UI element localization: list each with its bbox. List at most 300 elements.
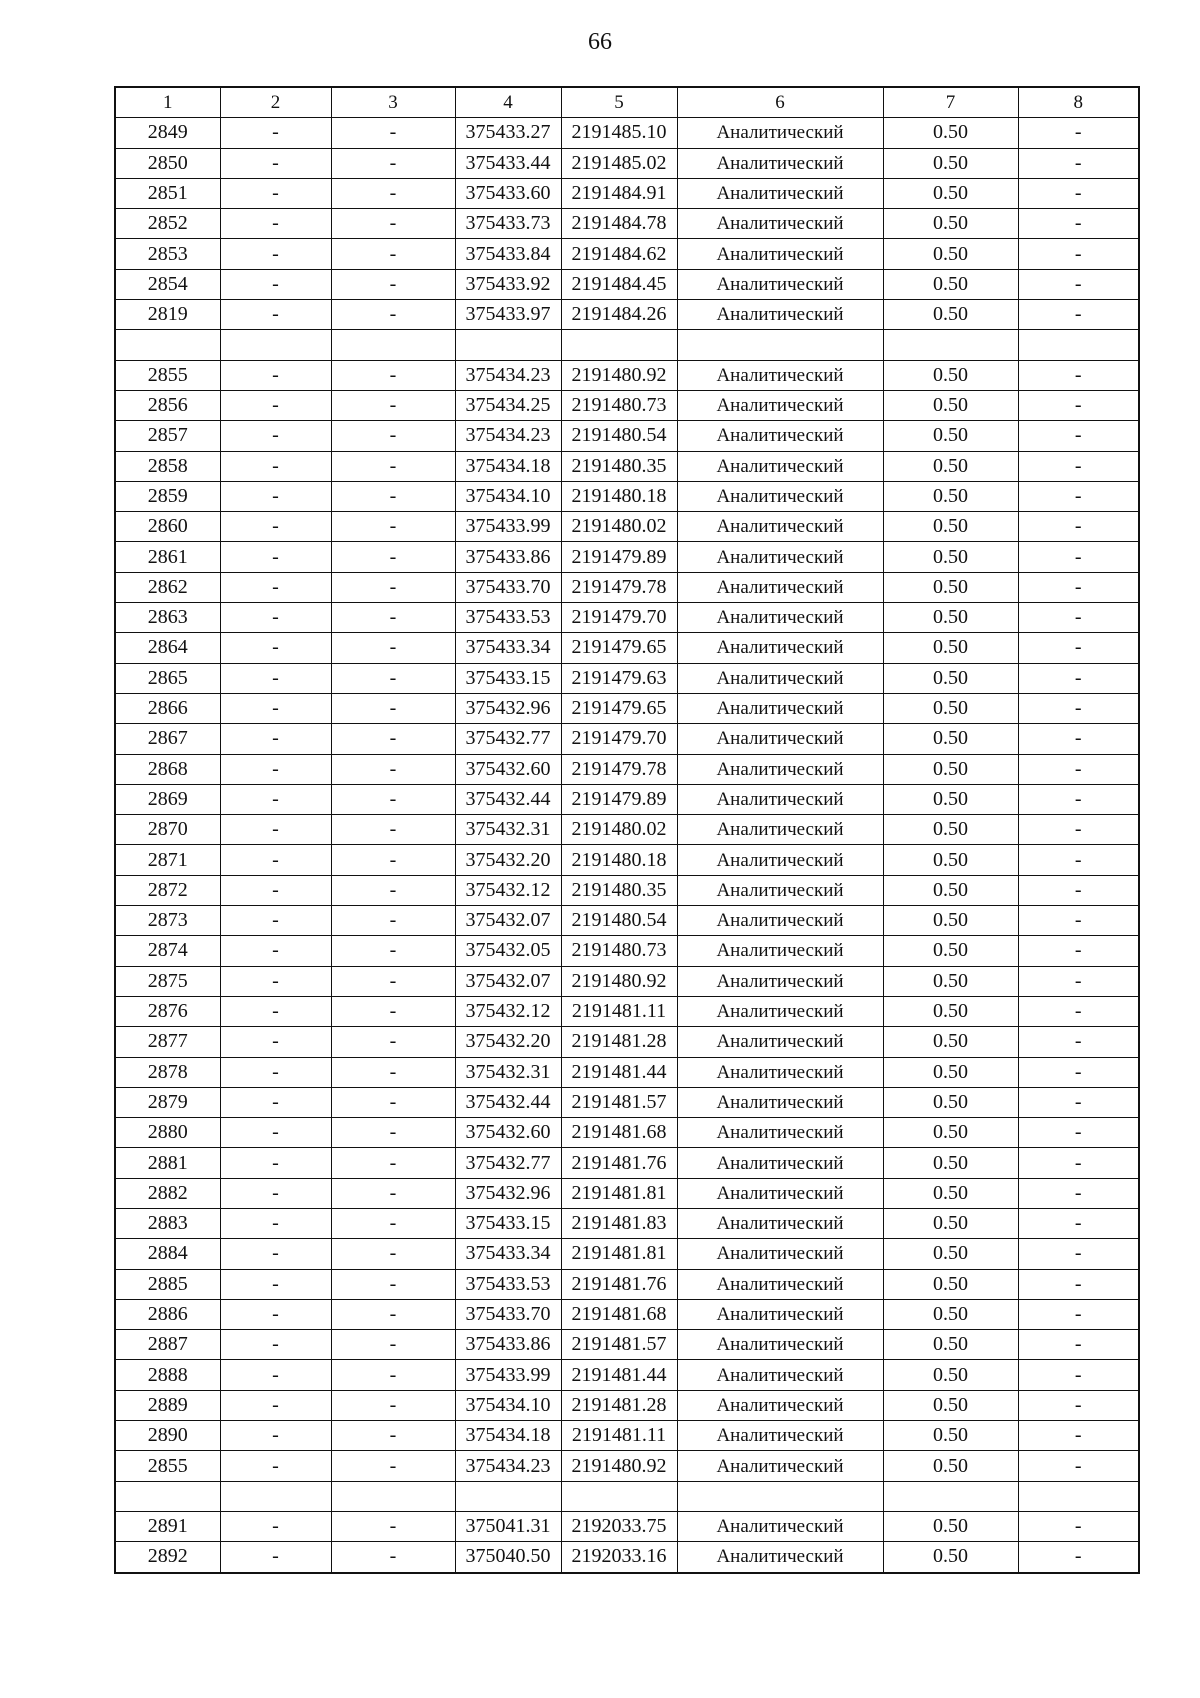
table-cell: -	[220, 1299, 331, 1329]
table-cell	[115, 1481, 220, 1511]
table-cell: -	[220, 1390, 331, 1420]
table-cell: -	[331, 1148, 455, 1178]
table-cell: 0.50	[883, 663, 1018, 693]
table-cell: 2191480.92	[561, 360, 677, 390]
table-cell: 2191479.63	[561, 663, 677, 693]
table-cell: -	[331, 633, 455, 663]
table-cell: -	[331, 1421, 455, 1451]
table-cell: -	[331, 1239, 455, 1269]
table-cell: 375433.70	[455, 1299, 561, 1329]
table-cell: -	[1018, 815, 1139, 845]
table-row	[115, 1451, 1139, 1481]
table-cell: 0.50	[883, 754, 1018, 784]
table-cell: 0.50	[883, 784, 1018, 814]
table-cell: 375432.07	[455, 906, 561, 936]
table-body	[115, 118, 1139, 1573]
table-cell: -	[331, 421, 455, 451]
table-cell: 2874	[115, 936, 220, 966]
table-cell: -	[1018, 966, 1139, 996]
table-row	[115, 360, 1139, 390]
table-row	[115, 239, 1139, 269]
column-header: 5	[561, 87, 677, 118]
table-cell	[1018, 330, 1139, 360]
table-cell: Аналитический	[677, 633, 883, 663]
table-cell: 2191480.02	[561, 512, 677, 542]
table-cell: Аналитический	[677, 724, 883, 754]
table-cell: Аналитический	[677, 1208, 883, 1238]
table-cell: 2191479.65	[561, 693, 677, 723]
table-cell: 2858	[115, 451, 220, 481]
table-cell: 375432.07	[455, 966, 561, 996]
table-cell: 2850	[115, 148, 220, 178]
table-cell: 2877	[115, 1027, 220, 1057]
table-cell: -	[331, 1390, 455, 1420]
table-cell: 2865	[115, 663, 220, 693]
table-cell: -	[1018, 1390, 1139, 1420]
table-cell: 375434.10	[455, 481, 561, 511]
table-cell: -	[1018, 1330, 1139, 1360]
table-cell: 375433.92	[455, 269, 561, 299]
table-cell	[677, 330, 883, 360]
table-cell: Аналитический	[677, 1087, 883, 1117]
table-cell: -	[220, 1451, 331, 1481]
table-cell: Аналитический	[677, 1239, 883, 1269]
table-cell	[883, 1481, 1018, 1511]
table-cell: Аналитический	[677, 906, 883, 936]
table-cell: 2191479.78	[561, 572, 677, 602]
table-row	[115, 572, 1139, 602]
table-cell: 2884	[115, 1239, 220, 1269]
table-cell: -	[1018, 1087, 1139, 1117]
table-cell: 0.50	[883, 906, 1018, 936]
table-row	[115, 1057, 1139, 1087]
table-cell: -	[220, 360, 331, 390]
table-cell: 2191481.44	[561, 1057, 677, 1087]
table-cell: 2191480.35	[561, 875, 677, 905]
table-cell: -	[331, 724, 455, 754]
table-cell: -	[331, 1330, 455, 1360]
table-cell: 2867	[115, 724, 220, 754]
table-row	[115, 663, 1139, 693]
table-row	[115, 966, 1139, 996]
table-cell: 2191479.89	[561, 784, 677, 814]
table-row	[115, 512, 1139, 542]
table-cell	[677, 1481, 883, 1511]
table-cell: -	[220, 1178, 331, 1208]
table-row	[115, 481, 1139, 511]
table-cell: -	[1018, 451, 1139, 481]
table-cell: 2191479.70	[561, 603, 677, 633]
table-cell: -	[220, 996, 331, 1026]
table-cell: 0.50	[883, 572, 1018, 602]
table-cell	[220, 1481, 331, 1511]
table-cell: -	[1018, 572, 1139, 602]
table-cell: 2191480.92	[561, 966, 677, 996]
table-cell: -	[1018, 754, 1139, 784]
table-cell: -	[331, 693, 455, 723]
table-cell: 0.50	[883, 209, 1018, 239]
table-cell: 2191485.02	[561, 148, 677, 178]
table-cell: -	[331, 512, 455, 542]
table-cell: 2191479.89	[561, 542, 677, 572]
table-row	[115, 542, 1139, 572]
table-cell: 2886	[115, 1299, 220, 1329]
table-cell: -	[1018, 1299, 1139, 1329]
table-cell: 375433.73	[455, 209, 561, 239]
table-cell: -	[331, 1087, 455, 1117]
table-row	[115, 148, 1139, 178]
table-cell: Аналитический	[677, 784, 883, 814]
table-cell: 375432.31	[455, 1057, 561, 1087]
table-cell: 2191481.44	[561, 1360, 677, 1390]
table-cell: -	[331, 209, 455, 239]
table-cell: 375432.77	[455, 724, 561, 754]
table-cell: 375433.97	[455, 300, 561, 330]
table-cell: Аналитический	[677, 936, 883, 966]
table-cell: 375433.53	[455, 603, 561, 633]
table-cell: -	[220, 966, 331, 996]
table-cell: -	[1018, 906, 1139, 936]
table-cell	[1018, 1481, 1139, 1511]
table-cell: -	[1018, 1148, 1139, 1178]
table-cell: -	[1018, 269, 1139, 299]
table-row	[115, 784, 1139, 814]
table-cell: 375432.31	[455, 815, 561, 845]
table-cell: 2872	[115, 875, 220, 905]
table-cell: 375432.12	[455, 875, 561, 905]
table-cell: Аналитический	[677, 1299, 883, 1329]
table-cell: 0.50	[883, 693, 1018, 723]
table-cell: -	[1018, 633, 1139, 663]
table-row	[115, 1390, 1139, 1420]
table-cell: -	[331, 269, 455, 299]
table-cell: 2866	[115, 693, 220, 723]
table-cell: Аналитический	[677, 603, 883, 633]
table-cell: -	[331, 451, 455, 481]
page-number: 66	[588, 29, 612, 55]
table-cell: 2868	[115, 754, 220, 784]
table-cell: -	[331, 1542, 455, 1573]
table-row	[115, 209, 1139, 239]
table-row	[115, 754, 1139, 784]
table-cell: 0.50	[883, 996, 1018, 1026]
table-cell: -	[331, 754, 455, 784]
table-cell: 0.50	[883, 845, 1018, 875]
table-cell: -	[220, 1087, 331, 1117]
table-cell: -	[220, 845, 331, 875]
table-cell: -	[1018, 118, 1139, 148]
table-cell: 2191485.10	[561, 118, 677, 148]
table-cell: -	[331, 148, 455, 178]
table-row	[115, 1118, 1139, 1148]
table-cell: 2885	[115, 1269, 220, 1299]
table-cell: Аналитический	[677, 1451, 883, 1481]
table-cell: 0.50	[883, 1208, 1018, 1238]
table-cell: -	[331, 1208, 455, 1238]
table-cell: Аналитический	[677, 209, 883, 239]
table-cell: -	[220, 1057, 331, 1087]
table-cell: 0.50	[883, 300, 1018, 330]
table-cell: 2879	[115, 1087, 220, 1117]
table-cell: 375434.18	[455, 1421, 561, 1451]
table-row	[115, 1421, 1139, 1451]
table-cell: 2882	[115, 1178, 220, 1208]
table-cell: -	[331, 906, 455, 936]
table-cell: 0.50	[883, 724, 1018, 754]
table-cell: Аналитический	[677, 1330, 883, 1360]
table-cell: 0.50	[883, 1118, 1018, 1148]
table-cell: 0.50	[883, 1330, 1018, 1360]
table-cell: -	[220, 875, 331, 905]
table-cell: -	[331, 178, 455, 208]
table-cell: -	[1018, 1239, 1139, 1269]
table-cell: 0.50	[883, 118, 1018, 148]
table-cell: 0.50	[883, 1542, 1018, 1573]
table-cell: -	[331, 1178, 455, 1208]
table-cell: Аналитический	[677, 1178, 883, 1208]
table-cell: -	[331, 1057, 455, 1087]
table-cell: -	[1018, 936, 1139, 966]
table-cell: 2859	[115, 481, 220, 511]
table-cell: 2880	[115, 1118, 220, 1148]
table-cell: 0.50	[883, 1057, 1018, 1087]
table-cell: Аналитический	[677, 1027, 883, 1057]
table-cell: -	[331, 996, 455, 1026]
table-cell: -	[331, 481, 455, 511]
table-cell: -	[1018, 481, 1139, 511]
table-cell: 2191481.68	[561, 1299, 677, 1329]
table-row	[115, 875, 1139, 905]
table-cell: 0.50	[883, 1269, 1018, 1299]
table-cell: 0.50	[883, 1360, 1018, 1390]
table-cell: 375433.99	[455, 512, 561, 542]
table-cell: 0.50	[883, 1087, 1018, 1117]
table-cell: 0.50	[883, 1451, 1018, 1481]
table-cell: -	[220, 118, 331, 148]
table-cell: -	[220, 603, 331, 633]
column-header: 3	[331, 87, 455, 118]
table-cell: 2856	[115, 390, 220, 420]
table-cell: -	[1018, 603, 1139, 633]
table-row	[115, 1178, 1139, 1208]
table-cell: -	[1018, 1360, 1139, 1390]
table-cell: 2191484.91	[561, 178, 677, 208]
table-cell: -	[331, 815, 455, 845]
table-cell: Аналитический	[677, 269, 883, 299]
table-cell: -	[1018, 178, 1139, 208]
table-cell: 2191480.73	[561, 390, 677, 420]
coordinates-table	[114, 86, 1140, 1574]
table-cell: 375432.05	[455, 936, 561, 966]
table-cell: -	[331, 542, 455, 572]
table-cell: -	[220, 633, 331, 663]
table-cell: 2191481.28	[561, 1390, 677, 1420]
table-cell: 2870	[115, 815, 220, 845]
table-cell: 2191481.81	[561, 1178, 677, 1208]
table-cell: -	[1018, 512, 1139, 542]
table-cell: 2875	[115, 966, 220, 996]
table-cell: -	[220, 1542, 331, 1573]
table-cell: 375433.15	[455, 1208, 561, 1238]
table-cell: -	[220, 663, 331, 693]
table-cell: 2854	[115, 269, 220, 299]
table-cell: 0.50	[883, 148, 1018, 178]
table-cell: 2191481.81	[561, 1239, 677, 1269]
table-cell: -	[1018, 360, 1139, 390]
table-row	[115, 693, 1139, 723]
table-cell: -	[1018, 693, 1139, 723]
table-cell: 2191484.62	[561, 239, 677, 269]
column-header: 4	[455, 87, 561, 118]
table-cell	[883, 330, 1018, 360]
table-row	[115, 118, 1139, 148]
coordinates-table-container	[114, 86, 1138, 1574]
table-cell: 2861	[115, 542, 220, 572]
table-cell: 375432.44	[455, 784, 561, 814]
table-row	[115, 300, 1139, 330]
table-cell: -	[1018, 1511, 1139, 1541]
table-cell: -	[331, 1118, 455, 1148]
table-cell: 2864	[115, 633, 220, 663]
table-cell: -	[331, 663, 455, 693]
table-cell: -	[331, 1269, 455, 1299]
table-cell: 2857	[115, 421, 220, 451]
table-cell: 2191480.73	[561, 936, 677, 966]
table-cell: -	[220, 724, 331, 754]
table-cell: 2191484.45	[561, 269, 677, 299]
table-cell: 2191480.54	[561, 421, 677, 451]
table-row	[115, 1542, 1139, 1573]
table-row	[115, 451, 1139, 481]
table-cell: -	[331, 1027, 455, 1057]
table-cell: -	[220, 1208, 331, 1238]
table-cell: 375433.15	[455, 663, 561, 693]
table-cell: 375432.77	[455, 1148, 561, 1178]
table-row	[115, 815, 1139, 845]
table-cell: 0.50	[883, 603, 1018, 633]
table-cell: 375432.20	[455, 845, 561, 875]
table-cell: Аналитический	[677, 1057, 883, 1087]
table-cell: 0.50	[883, 390, 1018, 420]
table-cell: -	[220, 936, 331, 966]
table-cell: 2878	[115, 1057, 220, 1087]
table-cell: Аналитический	[677, 1511, 883, 1541]
table-cell: 0.50	[883, 1178, 1018, 1208]
table-cell: -	[331, 1451, 455, 1481]
table-cell: -	[331, 1299, 455, 1329]
table-cell: -	[1018, 845, 1139, 875]
table-cell: -	[220, 1330, 331, 1360]
table-cell: 375433.60	[455, 178, 561, 208]
table-cell: 0.50	[883, 542, 1018, 572]
table-cell: -	[220, 542, 331, 572]
table-cell: 2819	[115, 300, 220, 330]
table-cell: 375433.34	[455, 633, 561, 663]
table-cell: Аналитический	[677, 148, 883, 178]
table-cell: 0.50	[883, 1390, 1018, 1420]
table-cell	[331, 330, 455, 360]
table-cell: Аналитический	[677, 1118, 883, 1148]
table-cell: -	[331, 239, 455, 269]
table-cell: -	[331, 845, 455, 875]
table-cell: -	[220, 815, 331, 845]
table-cell: -	[1018, 1421, 1139, 1451]
table-cell: Аналитический	[677, 1269, 883, 1299]
table-cell: -	[1018, 1178, 1139, 1208]
table-cell	[115, 330, 220, 360]
table-cell: -	[1018, 209, 1139, 239]
table-cell: -	[1018, 1057, 1139, 1087]
table-row	[115, 996, 1139, 1026]
table-cell: -	[220, 1511, 331, 1541]
table-row	[115, 421, 1139, 451]
table-cell: Аналитический	[677, 421, 883, 451]
table-cell: -	[331, 966, 455, 996]
table-cell: 375432.96	[455, 693, 561, 723]
table-cell: 0.50	[883, 239, 1018, 269]
table-cell: 0.50	[883, 360, 1018, 390]
table-cell: -	[220, 1360, 331, 1390]
table-cell: 375433.70	[455, 572, 561, 602]
table-cell: 375432.60	[455, 754, 561, 784]
table-cell: Аналитический	[677, 512, 883, 542]
table-cell: 2888	[115, 1360, 220, 1390]
table-cell: -	[1018, 724, 1139, 754]
table-row	[115, 724, 1139, 754]
table-cell: -	[331, 360, 455, 390]
table-cell: -	[220, 178, 331, 208]
table-cell: -	[220, 754, 331, 784]
table-cell: -	[1018, 300, 1139, 330]
table-cell: Аналитический	[677, 178, 883, 208]
table-cell: Аналитический	[677, 1390, 883, 1420]
table-cell	[220, 330, 331, 360]
table-cell: -	[1018, 1208, 1139, 1238]
table-cell: 375433.53	[455, 1269, 561, 1299]
table-cell	[561, 1481, 677, 1511]
table-cell: -	[1018, 239, 1139, 269]
table-cell: -	[331, 1360, 455, 1390]
table-cell: 375433.34	[455, 1239, 561, 1269]
table-cell: -	[220, 1421, 331, 1451]
table-cell: 2849	[115, 118, 220, 148]
table-cell: 2889	[115, 1390, 220, 1420]
table-cell: Аналитический	[677, 1360, 883, 1390]
table-cell: 2853	[115, 239, 220, 269]
table-cell: -	[220, 239, 331, 269]
table-cell: 0.50	[883, 421, 1018, 451]
table-cell: 375433.86	[455, 1330, 561, 1360]
table-cell: 2892	[115, 1542, 220, 1573]
table-header-row	[115, 87, 1139, 118]
table-cell: -	[1018, 1118, 1139, 1148]
table-cell: Аналитический	[677, 300, 883, 330]
table-cell: -	[220, 1118, 331, 1148]
table-cell: Аналитический	[677, 845, 883, 875]
table-cell: 2191484.26	[561, 300, 677, 330]
table-cell	[331, 1481, 455, 1511]
table-cell: 0.50	[883, 269, 1018, 299]
table-cell: Аналитический	[677, 663, 883, 693]
table-cell: 2862	[115, 572, 220, 602]
table-row	[115, 1208, 1139, 1238]
table-cell: 375433.27	[455, 118, 561, 148]
table-cell: 0.50	[883, 1239, 1018, 1269]
table-cell: 375432.44	[455, 1087, 561, 1117]
table-cell: -	[220, 209, 331, 239]
table-cell: 375433.99	[455, 1360, 561, 1390]
table-cell: 2191484.78	[561, 209, 677, 239]
